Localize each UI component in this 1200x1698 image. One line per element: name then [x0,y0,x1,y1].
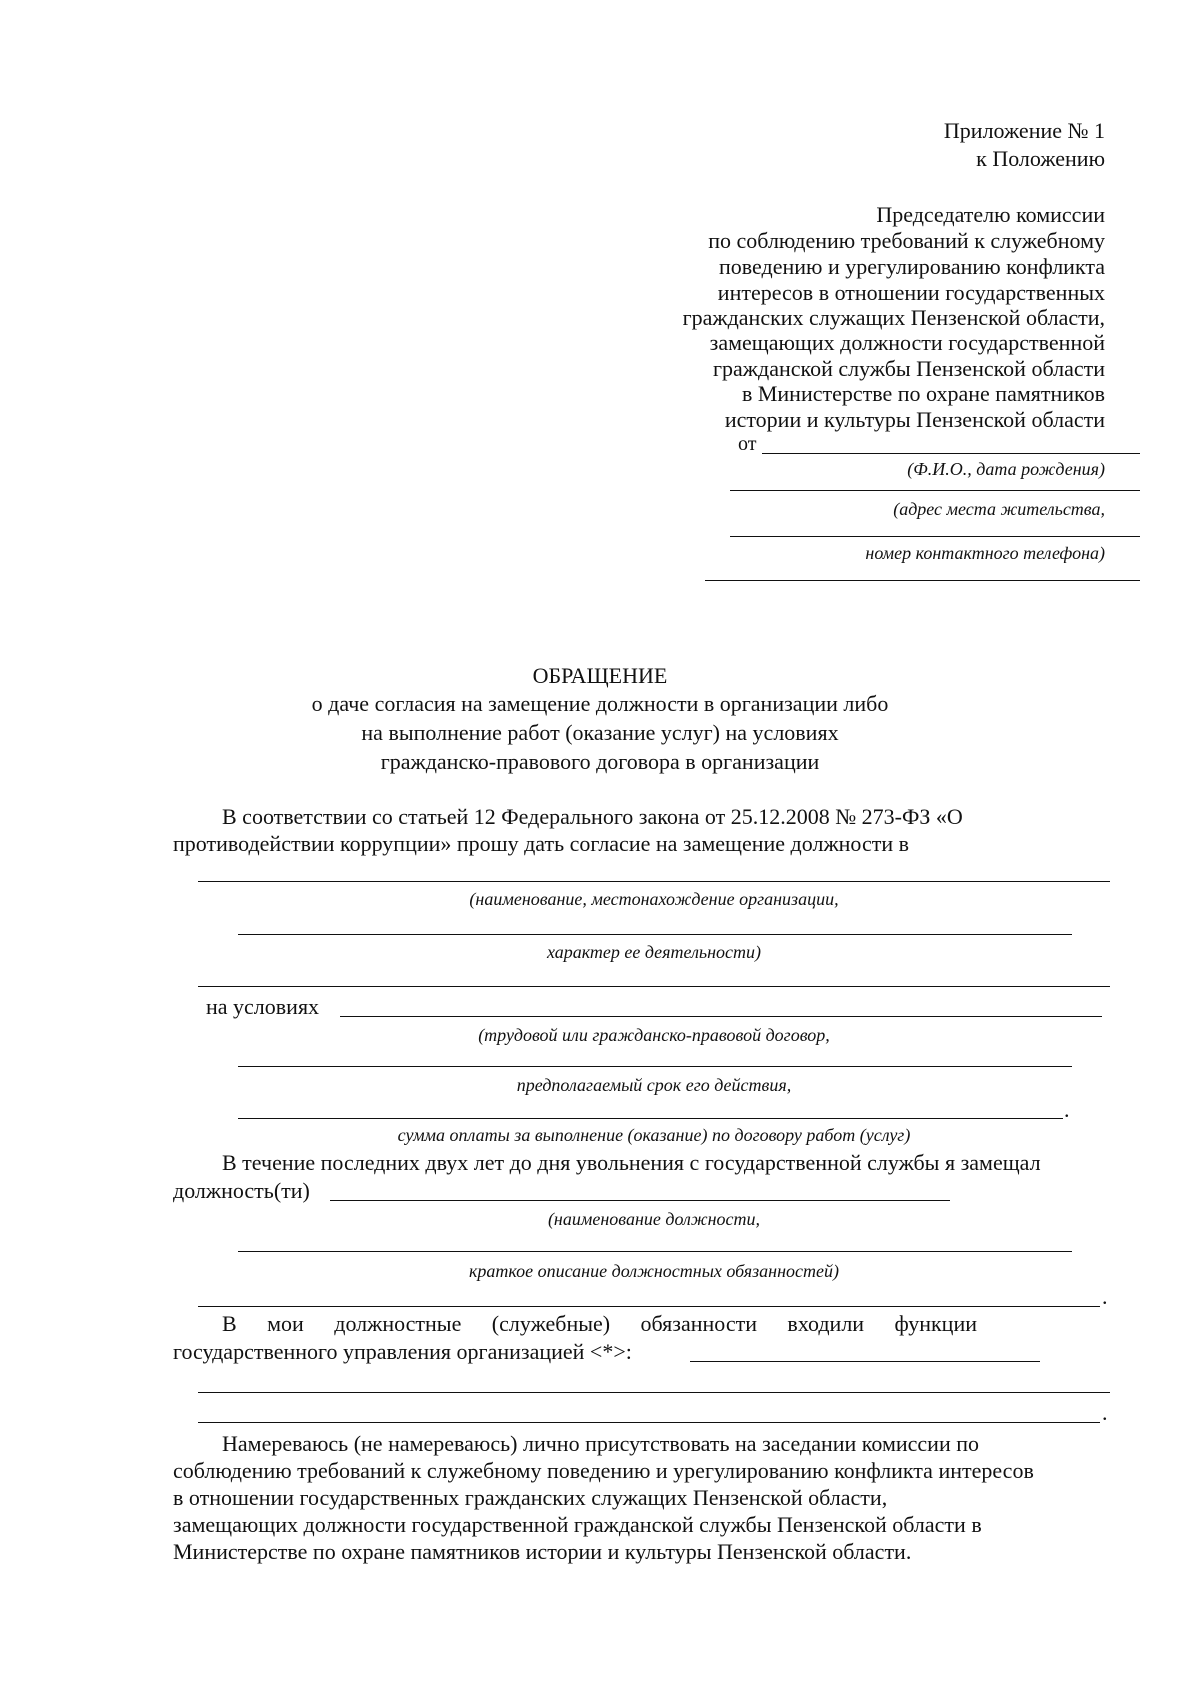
intent-line: замещающих должности государственной гражданской службы Пензенской области в [173,1512,982,1537]
sender-phone-line[interactable] [705,580,1140,581]
hint-name-birthdate: (Ф.И.О., дата рождения) [907,459,1105,479]
addressee-line: в Министерстве по охране памятников [741,381,1105,406]
document-subtitle: на выполнение работ (оказание услуг) на условиях [361,720,839,745]
sender-address-line[interactable] [730,490,1140,491]
addressee-line: интересов в отношении государственных [717,280,1105,305]
addressee-line: истории и культуры Пензенской области [724,407,1105,432]
intro-line: противодействии коррупции» прошу дать согласие на замещение должности в [173,831,910,856]
hint-organization: (наименование, местонахождение организации, [469,889,839,909]
contract-term-line[interactable] [238,1066,1072,1067]
addressee-line: гражданской службы Пензенской области [713,356,1105,381]
intent-line: Министерстве по охране памятников истории и культуры Пензенской области. [173,1539,912,1564]
sender-name-line[interactable] [762,453,1140,454]
conditions-line[interactable] [340,1016,1102,1017]
hint-address: (адрес места жительства, [893,499,1105,519]
intent-line: соблюдению требований к служебному поведению и урегулированию конфликта интересов [173,1458,1034,1483]
functions-line: государственного управления организацией <*>: [173,1339,632,1364]
hint-phone: номер контактного телефона) [865,543,1105,563]
hint-contract: (трудовой или гражданско-правовой договор, [478,1025,830,1045]
addressee-line: гражданских служащих Пензенской области, [682,305,1105,330]
addressee-line: по соблюдению требований к служебному [708,228,1105,253]
intent-line: Намереваюсь (не намереваюсь) лично присутствовать на заседании комиссии по [222,1431,980,1456]
sender-address-line-2[interactable] [730,536,1140,537]
activity-line[interactable] [238,934,1072,935]
organization-line[interactable] [198,881,1110,882]
document-heading: ОБРАЩЕНИЕ [532,663,668,688]
duties-line[interactable] [238,1251,1072,1252]
functions-answer-line-2[interactable] [198,1392,1110,1393]
appendix-number: Приложение № 1 [943,118,1105,143]
position-line[interactable] [330,1200,950,1201]
addressee-line: Председателю комиссии [876,202,1105,227]
activity-line-2[interactable] [198,986,1110,987]
duties-line-2[interactable] [198,1306,1100,1307]
period-line: В течение последних двух лет до дня увольнения с государственной службы я замещал [222,1150,1041,1175]
functions-answer-line[interactable] [690,1361,1040,1362]
functions-answer-line-3[interactable] [198,1422,1100,1423]
period-dot: . [1064,1097,1070,1122]
hint-activity: характер ее деятельности) [546,942,762,962]
from-label: от [738,433,757,455]
hint-duties: краткое описание должностных обязанностей) [469,1261,839,1281]
addressee-line: поведению и урегулированию конфликта [719,254,1105,279]
period-label: должность(ти) [173,1178,310,1203]
addressee-line: замещающих должности государственной [709,330,1105,355]
conditions-label: на условиях [206,994,320,1019]
intro-line: В соответствии со статьей 12 Федерального закона от 25.12.2008 № 273-ФЗ «О [222,804,963,829]
payment-line[interactable] [238,1118,1063,1119]
period-dot: . [1102,1284,1108,1309]
period-dot: . [1102,1400,1108,1425]
document-subtitle: гражданско-правового договора в организации [380,749,820,774]
hint-position: (наименование должности, [547,1209,761,1229]
intent-line: в отношении государственных гражданских служащих Пензенской области, [173,1485,888,1510]
hint-term: предполагаемый срок его действия, [516,1075,792,1095]
functions-line: В мои должностные (служебные) обязанности входили функции [222,1311,977,1336]
appendix-to-regulation: к Положению [976,146,1105,171]
document-subtitle: о даче согласия на замещение должности в организации либо [311,691,889,716]
hint-payment: сумма оплаты за выполнение (оказание) по договору работ (услуг) [397,1125,911,1145]
